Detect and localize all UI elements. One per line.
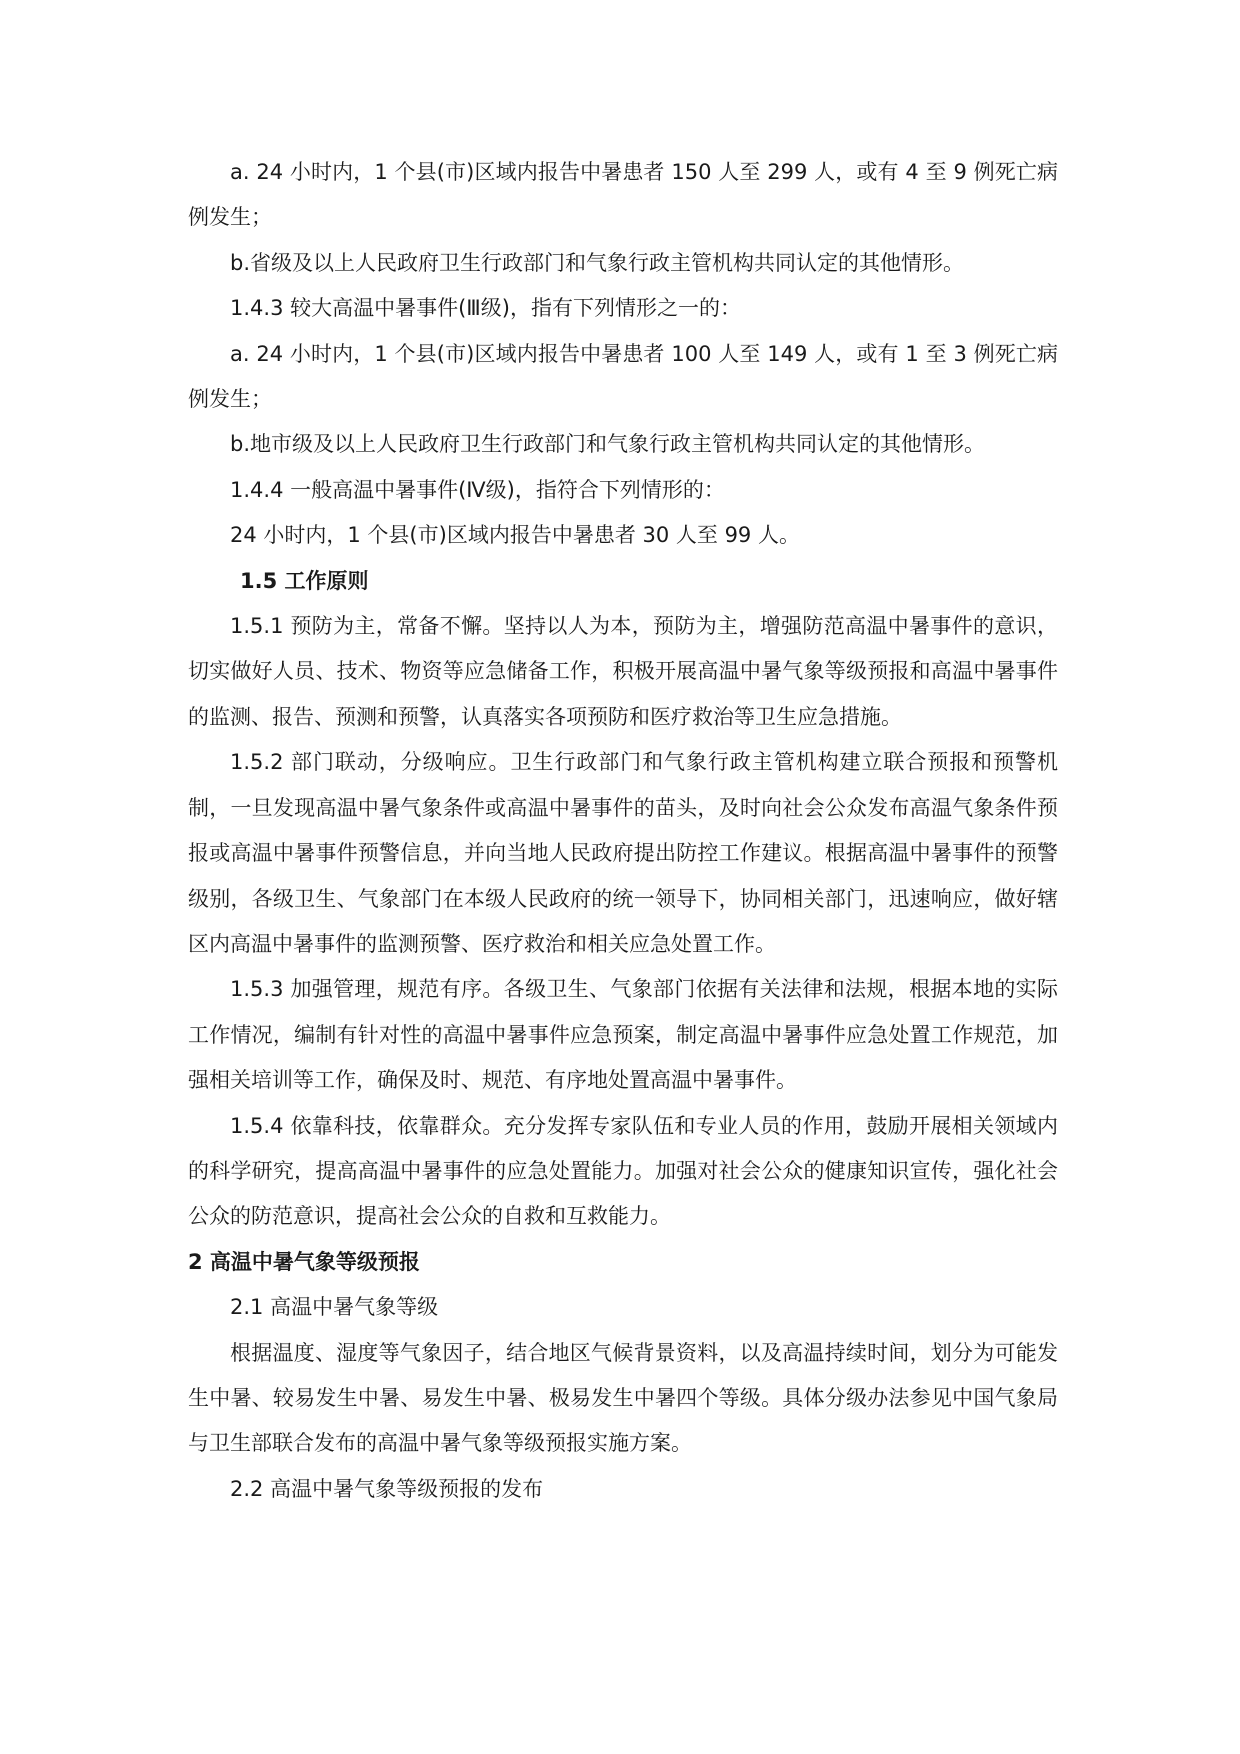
paragraph-2-1-title: 2.1 高温中暑气象等级 [230, 1295, 439, 1320]
paragraph-1-4-3-b: b.地市级及以上人民政府卫生行政部门和气象行政主管机构共同认定的其他情形。 [230, 432, 986, 457]
document-body [188, 150, 1058, 1512]
paragraph-1-4-3-a: a. 24 小时内，1 个县(市)区域内报告中暑患者 100 人至 149 人，或有 1 至 3 例死亡病例发生； [188, 341, 1058, 412]
paragraph-1-5-4: 1.5.4 依靠科技，依靠群众。充分发挥专家队伍和专业人员的作用，鼓励开展相关领域内的科学研究，提高高温中暑事件的应急处置能力。加强对社会公众的健康知识宣传，强化社会公众的防范意识，提高社会公众的自救和互救能力。 [188, 1113, 1058, 1229]
paragraph-1-4-2-a: a. 24 小时内，1 个县(市)区域内报告中暑患者 150 人至 299 人，或有 4 至 9 例死亡病例发生； [188, 160, 1058, 230]
paragraph-1-4-4-body: 24 小时内，1 个县(市)区域内报告中暑患者 30 人至 99 人。 [230, 523, 800, 548]
section-heading-2: 2 高温中暑气象等级预报 [188, 1249, 420, 1274]
paragraph-1-5-1: 1.5.1 预防为主，常备不懈。坚持以人为本，预防为主，增强防范高温中暑事件的意识，切实做好人员、技术、物资等应急储备工作，积极开展高温中暑气象等级预报和高温中暑事件的监测、报告、预测和预警，认真落实各项预防和医疗救治等卫生应急措施。 [188, 614, 1058, 729]
paragraph-2-1-body: 根据温度、湿度等气象因子，结合地区气候背景资料，以及高温持续时间，划分为可能发生中暑、较易发生中暑、易发生中暑、极易发生中暑四个等级。具体分级办法参见中国气象局与卫生部联合发布的高温中暑气象等级预报实施方案。 [188, 1340, 1058, 1456]
paragraph-2-2-title: 2.2 高温中暑气象等级预报的发布 [230, 1476, 544, 1501]
paragraph-1-4-2-b: b.省级及以上人民政府卫生行政部门和气象行政主管机构共同认定的其他情形。 [230, 250, 965, 275]
paragraph-1-4-4-title: 1.4.4 一般高温中暑事件(Ⅳ级)，指符合下列情形的： [230, 477, 725, 502]
section-heading-1-5: 1.5 工作原则 [240, 568, 369, 593]
paragraph-1-5-3: 1.5.3 加强管理，规范有序。各级卫生、气象部门依据有关法律和法规，根据本地的实际工作情况，编制有针对性的高温中暑事件应急预案，制定高温中暑事件应急处置工作规范，加强相关培训等工作，确保及时、规范、有序地处置高温中暑事件。 [188, 977, 1058, 1093]
paragraph-1-5-2: 1.5.2 部门联动，分级响应。卫生行政部门和气象行政主管机构建立联合预报和预警机制，一旦发现高温中暑气象条件或高温中暑事件的苗头，及时向社会公众发布高温气象条件预报或高温中暑事件预警信息，并向当地人民政府提出防控工作建议。根据高温中暑事件的预警级别，各级卫生、气象部门在本级人民政府的统一领导下，协同相关部门，迅速响应，做好辖区内高温中暑事件的监测预警、医疗救治和相关应急处置工作。 [188, 750, 1058, 956]
paragraph-1-4-3-title: 1.4.3 较大高温中暑事件(Ⅲ级)，指有下列情形之一的： [230, 296, 741, 321]
